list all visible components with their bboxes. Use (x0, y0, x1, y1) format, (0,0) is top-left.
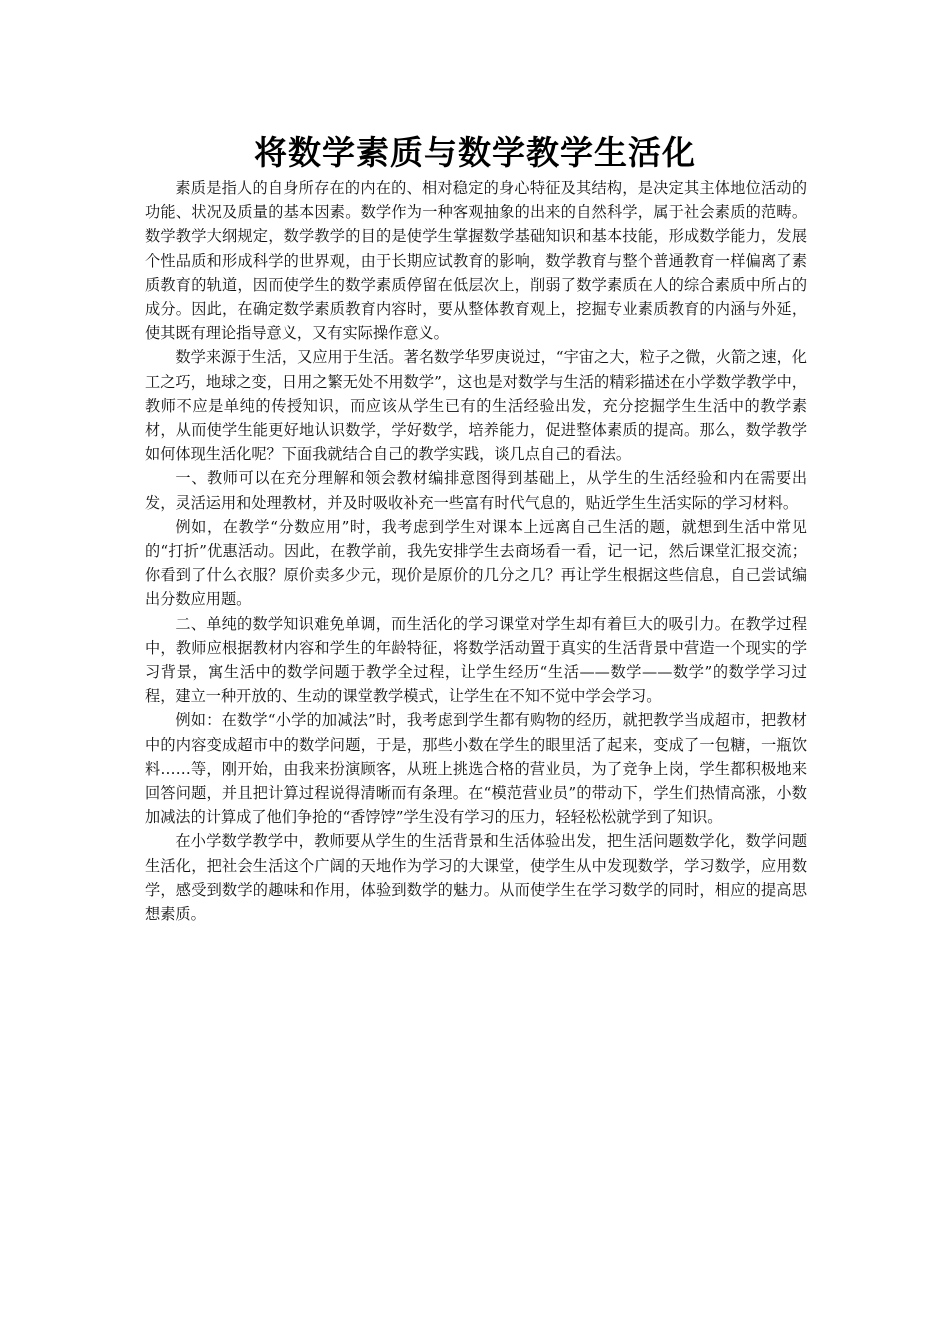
paragraph-4: 例如，在教学“分数应用”时，我考虑到学生对课本上远离自己生活的题，就想到生活中常见的“打折”优惠活动。因此，在教学前，我先安排学生去商场看一看，记一记，然后课堂汇报交流；你看到了什么衣服？原价卖多少元，现价是原价的几分之几？再让学生根据这些信息，自己尝试编出分数应用题。 (145, 517, 807, 609)
document-title: 将数学素质与数学教学生活化 (254, 133, 696, 172)
paragraph-2: 数学来源于生活，又应用于生活。著名数学华罗庚说过，“宇宙之大，粒子之微，火箭之速，化工之巧，地球之变，日用之繁无处不用数学”，这也是对数学与生活的精彩描述在小学数学教学中，教师不应是单纯的传授知识，而应该从学生已有的生活经验出发，充分挖掘学生生活中的教学素材，从而使学生能更好地认识数学，学好数学，培养能力，促进整体素质的提高。那么，数学教学如何体现生活化呢？下面我就结合自己的教学实践，谈几点自己的看法。 (145, 348, 807, 464)
paragraph-1: 素质是指人的自身所存在的内在的、相对稳定的身心特征及其结构，是决定其主体地位活动的功能、状况及质量的基本因素。数学作为一种客观抽象的出来的自然科学，属于社会素质的范畴。数学教学大纲规定，数学教学的目的是使学生掌握数学基础知识和基本技能，形成数学能力，发展个性品质和形成科学的世界观，由于长期应试教育的影响，数学教育与整个普通教育一样偏离了素质教育的轨道，因而使学生的数学素质停留在低层次上，削弱了数学素质在人的综合素质中所占的成分。因此，在确定数学素质教育内容时，要从整体教育观上，挖掘专业素质教育的内涵与外延，使其既有理论指导意义，又有实际操作意义。 (145, 179, 807, 343)
paragraph-6: 例如：在数学“小学的加减法”时，我考虑到学生都有购物的经历，就把教学当成超市，把教材中的内容变成超市中的数学问题，于是，那些小数在学生的眼里活了起来，变成了一包糖，一瓶饮料……等，刚开始，由我来扮演顾客，从班上挑选合格的营业员，为了竞争上岗，学生都积极地来回答问题，并且把计算过程说得清晰而有条理。在“模范营业员”的带动下，学生们热情高涨，小数加减法的计算成了他们争抢的“香饽饽”学生没有学习的压力，轻轻松松就学到了知识。 (145, 711, 807, 827)
paragraph-5: 二、单纯的数学知识难免单调，而生活化的学习课堂对学生却有着巨大的吸引力。在教学过程中，教师应根据教材内容和学生的年龄特征，将数学活动置于真实的生活背景中营造一个现实的学习背景，寓生活中的数学问题于教学全过程，让学生经历“生活——数学——数学”的数学学习过程，建立一种开放的、生动的课堂教学模式，让学生在不知不觉中学会学习。 (145, 614, 807, 706)
paragraph-7: 在小学数学教学中，教师要从学生的生活背景和生活体验出发，把生活问题数学化，数学问题生活化，把社会生活这个广阔的天地作为学习的大课堂，使学生从中发现数学，学习数学，应用数学，感受到数学的趣味和作用，体验到数学的魅力。从而使学生在学习数学的同时，相应的提高思想素质。 (145, 832, 807, 924)
paragraph-3: 一、教师可以在充分理解和领会教材编排意图得到基础上，从学生的生活经验和内在需要出发，灵活运用和处理教材，并及时吸收补充一些富有时代气息的，贴近学生生活实际的学习材料。 (145, 469, 807, 512)
document-body (145, 176, 807, 926)
